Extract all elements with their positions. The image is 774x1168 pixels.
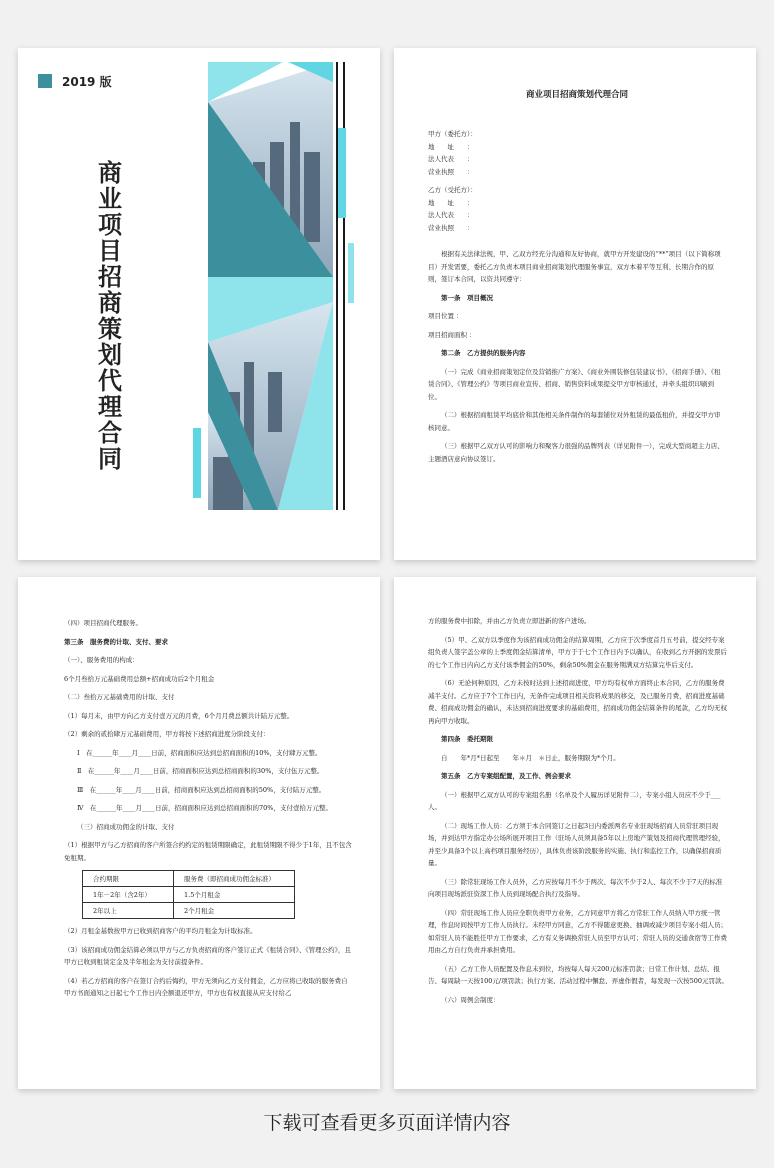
termination-rule: （6）无论何种原因，乙方未按时达到上述招商进度，甲方均有权单方面终止本合同，乙方的服务费减半支付。乙方应于7个工作日内，无条件完成项目相关资料成果的移交，及已服务月费，招商进度基础费、招商成功佣金的确认，未达到招商进度要求的基础费用，招商成功佣金结算条件的尾款，乙方均无权再向甲方收取。 [428, 679, 727, 725]
commission-rule-2: （2）月租金基数按甲方已收到招商客户的平均月租金为计取标准。 [64, 927, 257, 935]
article-1-heading: 第一条 项目概况 [441, 293, 493, 302]
contract-page-2 [18, 577, 380, 1089]
article-5-heading: 第五条 乙方专案组配置，及工作、例会要求 [441, 772, 571, 780]
fee-composition: （一）、服务费用的构成： [64, 656, 139, 664]
team-rule-5: （五）乙方工作人员配置及作息未到位，均按每人每天200元标准罚款；日常工作计划、总结、报告、每周缺一天按100元/项罚款；执行方案、活动过程中懈怠、弄虚作假者，每发现一次按500元罚款。 [428, 964, 728, 985]
intro-paragraph: 根据有关法律法规，甲、乙双方经充分沟通和友好协商，就甲方开发建设的“**”项目（以下简称项目）开发需要，委托乙方负责本项目商业招商策划代理服务事宜，双方本着平等互利、长期合作的原则，签订本合同，以资共同遵守： [428, 250, 721, 283]
table-row [83, 903, 295, 919]
commission-table [82, 870, 295, 919]
party-a-license: 营业执照 ： [428, 167, 474, 176]
commission-rule-3: （3）该招商成功佣金结算必须以甲方与乙方负责招商的客户签订正式《租赁合同》、《管理公约》，且甲方已收到租赁定金及半年租金为支付前提条件。 [64, 945, 351, 966]
team-rule-3: （三）除常驻现场工作人员外，乙方应按每月不少于两次、每次不少于2人、每次不少于7天的标准向项目现场派驻资深工作人员到现场配合执行及指导。 [428, 877, 723, 898]
service-item-2: （二）根据招商租赁平均底价和其他相关条件制作的每套铺位对外租赁的最低租价，并提交甲方审核同意。 [428, 411, 721, 432]
table-row [83, 887, 295, 903]
table-cell: 服务费（即招商成功佣金标准） [174, 871, 295, 887]
service-item-1: （一）完成《商业招商策划定位及营销推广方案》、《商业外围装修包装建议书》、《招商手册》、《租赁合同》、《管理公约》等项目商业宣传、招商、销售资料成果提交甲方审核通过，并牵头组织印刷到位。 [428, 367, 721, 401]
project-area: 项目招商面积 ： [428, 330, 476, 339]
commission-rule-1: （1）根据甲方与乙方招商的客户所签合约约定的租赁期限确定，此租赁期限不得少于1年，且不包含免租期。 [64, 841, 352, 862]
party-a-address: 地 址 ： [428, 142, 474, 151]
monthly-fee: （1）每月末，由甲方向乙方支付壹万元的月费，6个月月费总额共计陆万元整。 [64, 711, 294, 720]
table-cell: 1.5个月租金 [174, 887, 295, 903]
base-fee-heading: （二）叁拾万元基础费用的计取、支付 [64, 693, 175, 701]
contract-page-1 [394, 48, 756, 560]
article-3-heading: 第三条 服务费的计取、支付、要求 [64, 637, 168, 646]
table-cell: 1年－2年（含2年） [83, 887, 174, 903]
cover-title: 商业项目招商策划代理合同 [98, 159, 123, 473]
team-rule-1: （一）根据甲乙双方认可的专案组名册（名单及个人履历详见附件二），专案小组人员应不少于___人。 [428, 790, 721, 811]
team-rule-2: （二）现场工作人员：乙方须于本合同签订之日起3日内委派两名专业驻现场招商人员常驻项目现场，并到达甲方指定办公场所展开项目工作（驻场人员须具备5年以上房地产策划及招商代理管理经验，并至少具备3个以上高档项目服务经历），具体负责该阶段服务的实施、执行和监控工作，以确保招商质量。 [428, 821, 725, 867]
fee-formula: 6个月叁拾万元基础费用总额+招商成功后2个月租金 [64, 674, 215, 683]
service-item-4: （四）项目招商代理服务。 [64, 619, 142, 627]
team-rule-4: （四）常驻现场工作人员应全职负责甲方业务，乙方同意甲方将乙方常驻工作人员纳入甲方统一管理，作息时间按甲方工作人员执行。未经甲方同意，乙方不得随意更换、抽调或减少项目专案小组人员；如常驻人员不能胜任甲方工作要求，乙方有义务调换常驻人员至甲方认可；常驻人员的交通食宿等工作费用由乙方自行负责并承担费用。 [428, 908, 727, 954]
continued-text: 方的服务费中扣除，并由乙方负责立即进新的客户进场。 [428, 617, 591, 625]
cover-bar-3 [193, 428, 201, 498]
cover-page [18, 48, 380, 560]
settlement-rule: （5）甲、乙双方以季度作为该招商成功佣金的结算周期，乙方应于次季度首月五号前，提交经专案组负责人签字盖公章的上季度佣金结算清单，甲方于于七个工作日内予以确认，在收到乙方开据的发票后的七个工作日内向乙方支付该季佣金的50%，剩余50%佣金在服务期满双方结算完毕后支付。 [428, 635, 727, 669]
party-b-rep: 法人代表 ： [428, 211, 474, 219]
party-b-label: 乙方（受托方）： [428, 186, 477, 194]
party-a-label: 甲方（委托方）： [428, 130, 477, 138]
contract-page-3 [394, 577, 756, 1089]
download-more-link[interactable]: 下载可查看更多页面详情内容 [263, 1112, 511, 1134]
project-location: 项目位置 ： [428, 312, 463, 320]
table-row [83, 871, 295, 887]
team-rule-6: （六）周例会制度： [441, 995, 500, 1004]
stage-1: Ⅰ 在______年____月____日前，招商面积应达到总招商面积的10%，支付肆万元整。 [77, 748, 322, 757]
contract-period: 自 年*月*日起至 年＊月 ＊日止，服务期限为*个月。 [441, 753, 620, 762]
service-item-3: （三）根据甲乙双方认可的影响力和聚客力很强的品牌列表（详见附件一），完成大型商超主力店、主题酒店意向协议签订。 [428, 442, 724, 463]
contract-title: 商业项目招商策划代理合同 [525, 90, 628, 100]
version-marker [38, 74, 52, 88]
table-cell: 2年以上 [83, 903, 174, 919]
table-cell: 2个月租金 [174, 903, 295, 919]
cover-skyline-art [208, 62, 333, 510]
party-b-address: 地 址 ： [428, 198, 474, 207]
cover-bar-2 [348, 243, 354, 303]
cover-version: 2019 版 [62, 75, 112, 89]
party-a-rep: 法人代表 ： [428, 155, 474, 163]
stage-3: Ⅲ 在______年____月____日前，招商面积应达到总招商面积的50%，支付陆万元整。 [77, 785, 326, 794]
stage-4: Ⅳ 在______年____月____日前，招商面积应达到总招商面积的70%，支付壹拾万元整。 [77, 804, 332, 812]
cover-bar-1 [338, 128, 346, 218]
commission-heading: （三）招商成功佣金的计取、支付 [77, 822, 175, 831]
commission-rule-4: （4）若乙方招商的客户在签订合约后悔约，甲方无须向乙方支付佣金，乙方应将已收取的服务费自甲方书面通知之日起七个工作日内全额退还甲方，甲方也有权直接从应支付给乙 [64, 976, 348, 997]
table-cell: 合约期限 [83, 871, 174, 887]
staged-fee: （2）剩余的贰拾肆万元基础费用，甲方将按下述招商进度分阶段支付： [64, 730, 270, 738]
party-b-license: 营业执照 ： [428, 223, 474, 232]
article-4-heading: 第四条 委托期限 [441, 735, 493, 743]
stage-2: Ⅱ 在______年____月____日前，招商面积应达到总招商面积的30%，支付伍万元整。 [77, 767, 324, 775]
article-2-heading: 第二条 乙方提供的服务内容 [441, 349, 526, 357]
